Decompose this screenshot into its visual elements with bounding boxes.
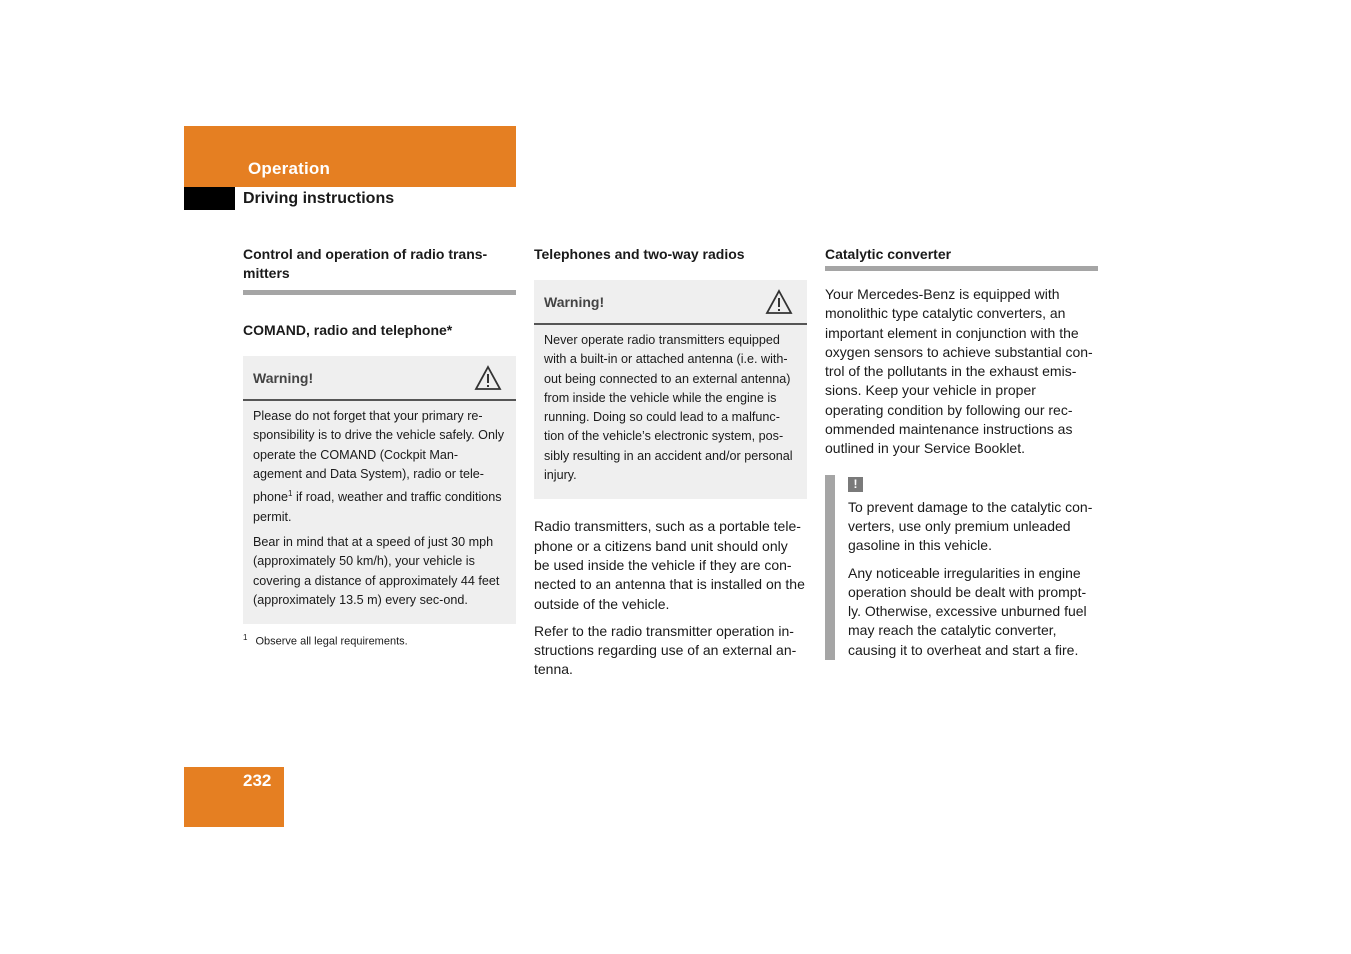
subheading-comand: COMAND, radio and telephone*	[243, 322, 453, 338]
warning-label: Warning!	[253, 369, 314, 386]
subsection-title: Driving instructions	[243, 190, 395, 207]
exclamation-icon: !	[848, 477, 863, 492]
note-paragraph: To prevent damage to the catalytic con-verters, use only premium unleaded gasoline in this vehicle.	[848, 498, 1093, 554]
footnote	[243, 630, 516, 650]
note-bar	[825, 475, 835, 660]
body-section	[534, 517, 807, 679]
warning-paragraph	[253, 407, 506, 527]
footnote-mark: 1	[243, 633, 248, 643]
warning-header	[243, 356, 516, 401]
warning-body	[243, 401, 516, 624]
warning-paragraph: Never operate radio transmitters equipped with a built-in or attached antenna (i.e. with-out being connected to an external antenna) from inside the vehicle while the engine is running. Doing so could lead to a malfunc-tion of the vehicle’s electronic system, pos-sibly resulting in an accident and/or personal injury.	[544, 333, 793, 483]
warning-triangle-icon	[765, 289, 793, 315]
heading-radio-transmitters: Control and operation of radio trans-mitters	[243, 246, 488, 281]
warning-box-telephones	[534, 280, 807, 499]
page-number: 232	[243, 771, 272, 790]
warning-label: Warning!	[544, 293, 605, 310]
footnote-ref: 1	[288, 489, 293, 499]
heading-rule	[243, 290, 516, 295]
section-title: Operation	[248, 159, 331, 178]
warning-paragraph: Bear in mind that at a speed of just 30 mph (approximately 50 km/h), your vehicle is covering a distance of approximately 44 feet (approximately 13.5 m) every sec-ond.	[253, 534, 500, 607]
body-paragraph: Refer to the radio transmitter operation in-structions regarding use of an external an-tenna.	[534, 622, 797, 678]
footnote-text: Observe all legal requirements.	[255, 635, 408, 648]
warning-header	[534, 280, 807, 325]
column-catalytic-converter	[825, 245, 1098, 660]
heading-catalytic-converter: Catalytic converter	[825, 246, 952, 262]
section-header-band	[184, 126, 516, 187]
warning-body	[534, 325, 807, 499]
column-telephones	[534, 245, 807, 688]
heading-rule	[825, 266, 1098, 271]
heading-telephones: Telephones and two-way radios	[534, 246, 745, 262]
body-paragraph: Your Mercedes-Benz is equipped with monolithic type catalytic converters, an important element in conjunction with the oxygen sensors to achieve substantial con-trol of the pollutants in the exhaust emis-sions. Keep your vehicle in proper operating condition by following our rec-ommended maintenance instructions as outlined in your Service Booklet.	[825, 286, 1093, 457]
column-radio-transmitters	[243, 245, 516, 650]
warning-box-comand	[243, 356, 516, 624]
warning-triangle-icon	[474, 365, 502, 391]
body-paragraph: Radio transmitters, such as a portable tele-phone or a citizens band unit should only be used inside the vehicle if they are con-nected to an antenna that is installed on the outside of the vehicle.	[534, 518, 805, 612]
note-box	[825, 475, 1098, 660]
section-tab-marker	[184, 187, 235, 210]
note-paragraph: Any noticeable irregularities in engine operation should be dealt with prompt-ly. Otherwise, excessive unburned fuel may reach the catalytic converter, causing it to overheat and start a fire.	[848, 564, 1087, 658]
warning-text: Please do not forget that your primary re-sponsibility is to drive the vehicle safely. Only operate the COMAND (Cockpit Man-agement and Data System), radio or tele-phone	[253, 409, 505, 505]
warning-text: if road, weather and traffic conditions permit.	[253, 490, 502, 524]
